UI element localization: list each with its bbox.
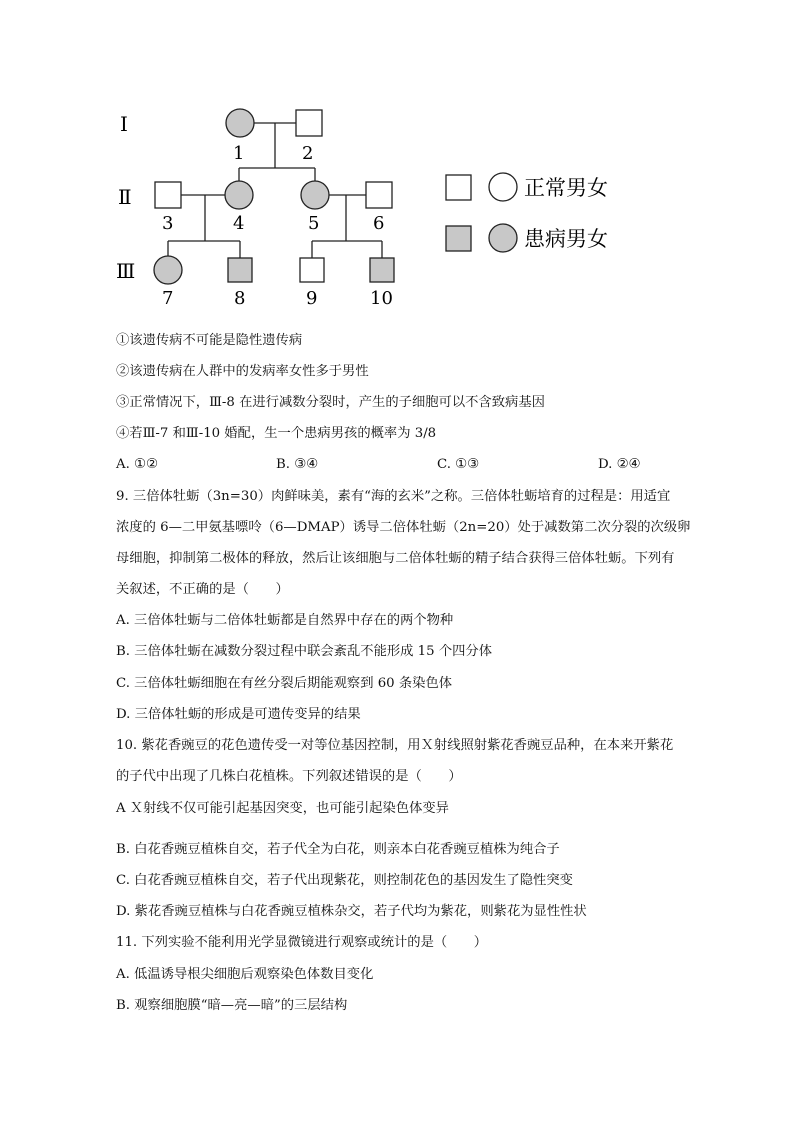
statement-1: ①该遗传病不可能是隐性遗传病 [116, 333, 303, 348]
q8-option-c: C. ①③ [437, 457, 479, 472]
individual-number: 7 [162, 288, 174, 309]
individual-number: 10 [370, 288, 393, 309]
individual-6-normal-male [366, 182, 392, 208]
individual-number: 6 [373, 213, 385, 234]
legend-affected-label: 患病男女 [524, 227, 608, 251]
q9-stem-line: 母细胞，抑制第二极体的释放，然后让该细胞与二倍体牡蛎的精子结合获得三倍体牡蛎。下列有 [116, 551, 675, 566]
individual-number: 8 [234, 288, 246, 309]
individual-4-affected-female [225, 181, 253, 209]
individual-number: 1 [233, 143, 245, 164]
statement-3: ③正常情况下，Ⅲ-8 在进行减数分裂时，产生的子细胞可以不含致病基因 [116, 395, 545, 410]
generation-label: Ⅱ [118, 185, 132, 209]
legend-normal-female-symbol [489, 173, 517, 201]
individual-number: 3 [162, 213, 174, 234]
q9-option-b: B. 三倍体牡蛎在减数分裂过程中联会紊乱不能形成 15 个四分体 [116, 644, 493, 659]
q10-stem-line: 的子代中出现了几株白花植株。下列叙述错误的是（ ） [116, 769, 462, 784]
q9-stem-line: 关叙述，不正确的是（ ） [116, 582, 289, 597]
statement-4: ④若Ⅲ-7 和Ⅲ-10 婚配，生一个患病男孩的概率为 3/8 [116, 426, 437, 441]
legend-normal-male-symbol [446, 175, 471, 200]
generation-label: Ⅲ [116, 259, 136, 283]
legend-affected-female-symbol [489, 224, 517, 252]
individual-8-affected-male [228, 258, 252, 282]
q11-option-b: B. 观察细胞膜“暗—亮—暗”的三层结构 [116, 998, 348, 1013]
q10-option-d: D. 紫花香豌豆植株与白花香豌豆植株杂交，若子代均为紫花，则紫花为显性性状 [116, 904, 587, 919]
individual-number: 2 [302, 143, 314, 164]
legend-affected-male-symbol [446, 226, 471, 251]
q10-option-a: A Ｘ射线不仅可能引起基因突变，也可能引起染色体变异 [116, 801, 449, 816]
individual-7-affected-female [154, 256, 182, 284]
q11-stem-line: 11. 下列实验不能利用光学显微镜进行观察或统计的是（ ） [116, 935, 488, 950]
q9-stem-line: 9. 三倍体牡蛎（3n=30）肉鲜味美，素有“海的玄米”之称。三倍体牡蛎培育的过程是：用适宜 [116, 489, 671, 504]
individual-1-affected-female [226, 109, 254, 137]
q10-option-b: B. 白花香豌豆植株自交，若子代全为白花，则亲本白花香豌豆植株为纯合子 [116, 842, 560, 857]
q9-option-c: C. 三倍体牡蛎细胞在有丝分裂后期能观察到 60 条染色体 [116, 676, 453, 691]
individual-2-normal-male [296, 110, 322, 136]
individual-9-normal-male [300, 258, 324, 282]
individual-number: 9 [306, 288, 318, 309]
q9-option-a: A. 三倍体牡蛎与二倍体牡蛎都是自然界中存在的两个物种 [116, 613, 454, 628]
q9-option-d: D. 三倍体牡蛎的形成是可遗传变异的结果 [116, 707, 361, 722]
q10-option-c: C. 白花香豌豆植株自交，若子代出现紫花，则控制花色的基因发生了隐性突变 [116, 873, 573, 888]
individual-number: 4 [233, 213, 245, 234]
generation-label: Ⅰ [120, 112, 128, 136]
individual-3-normal-male [155, 182, 181, 208]
q9-stem-line: 浓度的 6—二甲氨基嘌呤（6—DMAP）诱导二倍体牡蛎（2n=20）处于减数第二次分裂的次级卵 [116, 520, 691, 535]
q8-option-b: B. ③④ [276, 457, 319, 472]
statement-2: ②该遗传病在人群中的发病率女性多于男性 [116, 364, 369, 379]
q8-option-a: A. ①② [116, 457, 158, 472]
legend-normal-label: 正常男女 [524, 176, 608, 200]
individual-10-affected-male [370, 258, 394, 282]
individual-number: 5 [308, 213, 320, 234]
pedigree-chart [0, 0, 794, 320]
q11-option-a: A. 低温诱导根尖细胞后观察染色体数目变化 [116, 967, 374, 982]
q10-stem-line: 10. 紫花香豌豆的花色遗传受一对等位基因控制，用Ｘ射线照射紫花香豌豆品种，在本来开紫花 [116, 738, 674, 753]
q8-option-d: D. ②④ [598, 457, 641, 472]
individual-5-affected-female [301, 181, 329, 209]
